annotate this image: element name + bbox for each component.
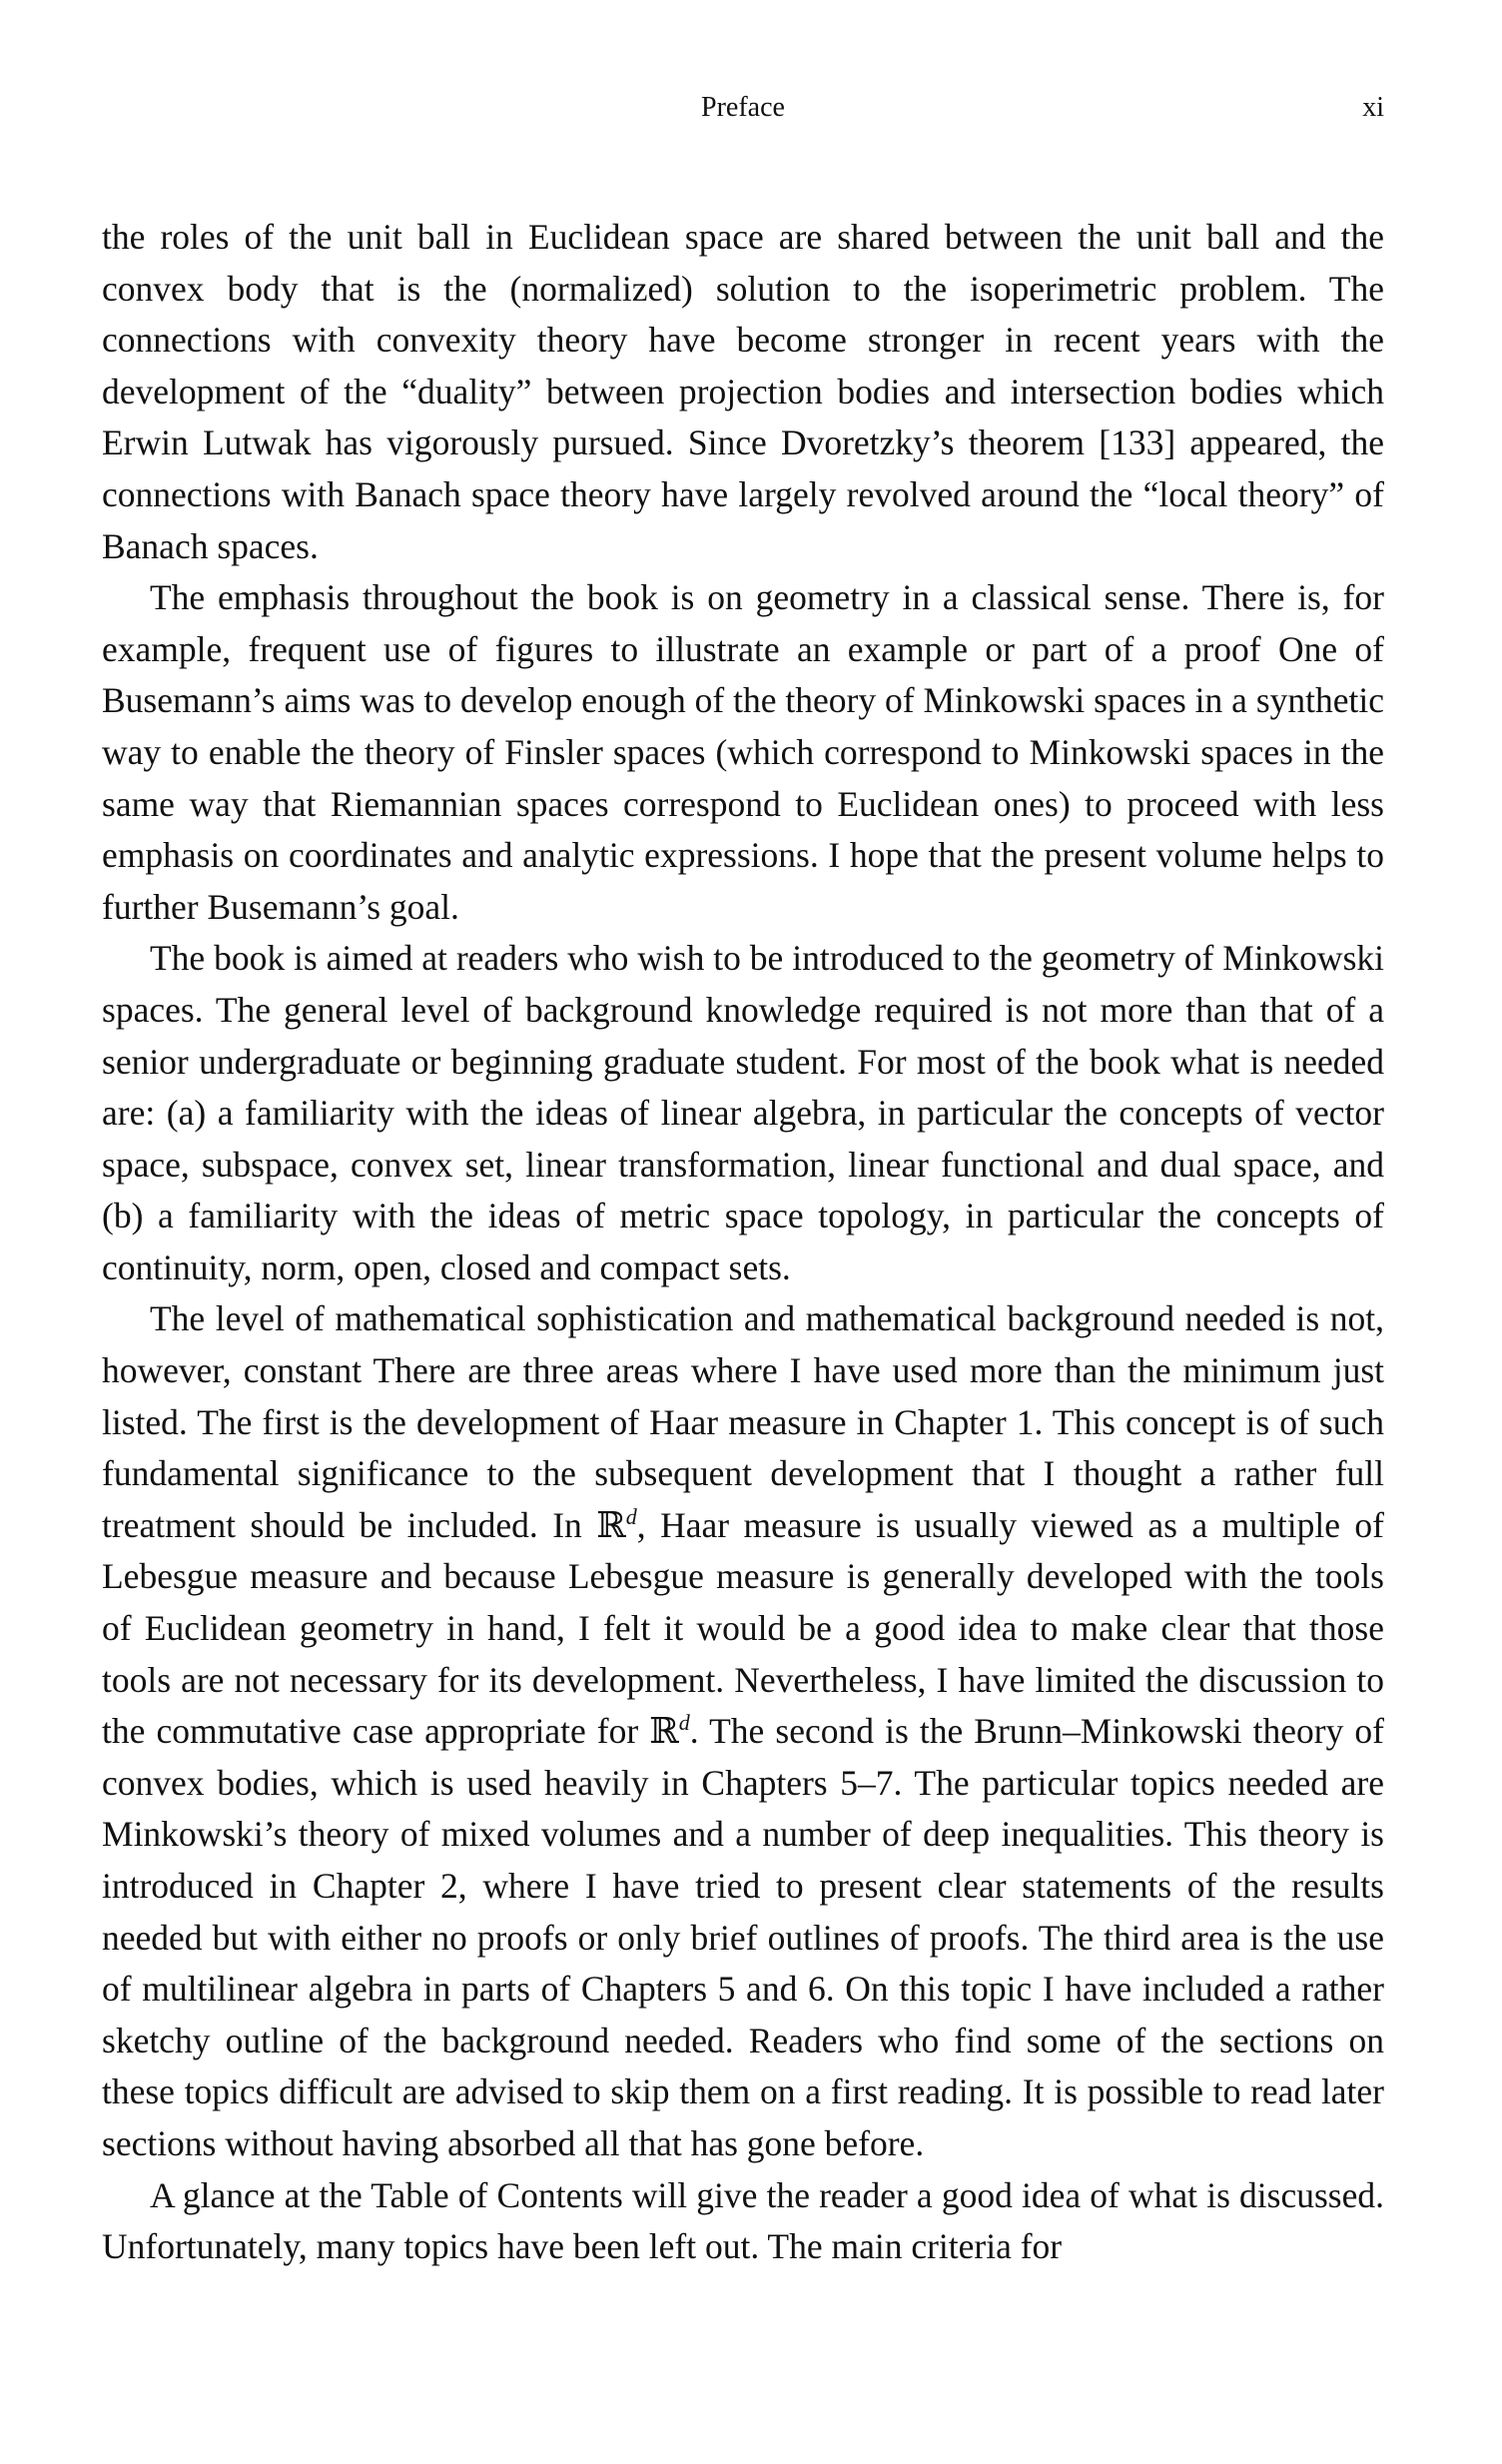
paragraph-4-part-3: . The second is the Brunn–Minkowski theory of convex bodies, which is used heavily in Chapters 5–7. The particular topics needed are Minkowski’s theory of mixed volumes and a number of deep inequalities. This theory is introduced in Chapter 2, where I have tried to present clear statements of the results needed but with either no proofs or only brief outlines of proofs. The third area is the use of multilinear algebra in parts of Chapters 5 and 6. On this topic I have included a rather sketchy outline of the background needed. Readers who find some of the sections on these topics difficult are advised to skip them on a first reading. It is possible to read later sections without having absorbed all that has gone before. [102, 1711, 1385, 2163]
body-text [102, 212, 1384, 2273]
paragraph-4-part-2: , Haar measure is usually viewed as a multiple of Lebesgue measure and because Lebesgue measure is generally developed with the tools of Euclidean geometry in hand, I felt it would be a good idea to make clear that those tools are not necessary for its development. Nevertheless, I have limited the discussion to the commutative case appropriate for ℝ [102, 1504, 1385, 1752]
paragraph-4 [102, 1293, 1384, 2169]
paragraph-4-part-1: The level of mathematical sophistication and mathematical background needed is not, however, constant There are three areas where I have used more than the minimum just listed. The first is the development of Haar measure in Chapter 1. This concept is of such fundamental significance to the subsequent development that I thought a rather full treatment should be included. In ℝ [102, 1298, 1384, 1545]
running-title: Preface [701, 92, 785, 123]
running-head [102, 92, 1384, 132]
superscript-d: d [625, 1503, 637, 1529]
paragraph-3: The book is aimed at readers who wish to be introduced to the geometry of Minkowski spaces. The general level of background knowledge required is not more than that of a senior undergraduate or beginning graduate student. For most of the book what is needed are: (a) a familiarity with the ideas of linear algebra, in particular the concepts of vector space, subspace, convex set, linear transformation, linear functional and dual space, and (b) a familiarity with the ideas of metric space topology, in particular the concepts of continuity, norm, open, closed and compact sets. [102, 938, 1384, 1287]
superscript-d: d [678, 1710, 690, 1736]
paragraph-5: A glance at the Table of Contents will give the reader a good idea of what is discussed. Unfortunately, many topics have been left out. The main criteria for [102, 2174, 1384, 2267]
page-number: xi [1362, 92, 1384, 123]
paragraph-2: The emphasis throughout the book is on geometry in a classical sense. There is, for example, frequent use of figures to illustrate an example or part of a proof One of Busemann’s aims was to develop enough of the theory of Minkowski spaces in a synthetic way to enable the theory of Finsler spaces (which correspond to Minkowski spaces in the same way that Riemannian spaces correspond to Euclidean ones) to proceed with less emphasis on coordinates and analytic expressions. I hope that the present volume helps to further Busemann’s goal. [102, 577, 1384, 927]
paragraph-1: the roles of the unit ball in Euclidean space are shared between the unit ball and the convex body that is the (normalized) solution to the isoperimetric problem. The connections with convexity theory have become stronger in recent years with the development of the “duality” between projection bodies and intersection bodies which Erwin Lutwak has vigorously pursued. Since Dvoretzky’s theorem [133] appeared, the connections with Banach space theory have largely revolved around the “local theory” of Banach spaces. [102, 217, 1384, 566]
